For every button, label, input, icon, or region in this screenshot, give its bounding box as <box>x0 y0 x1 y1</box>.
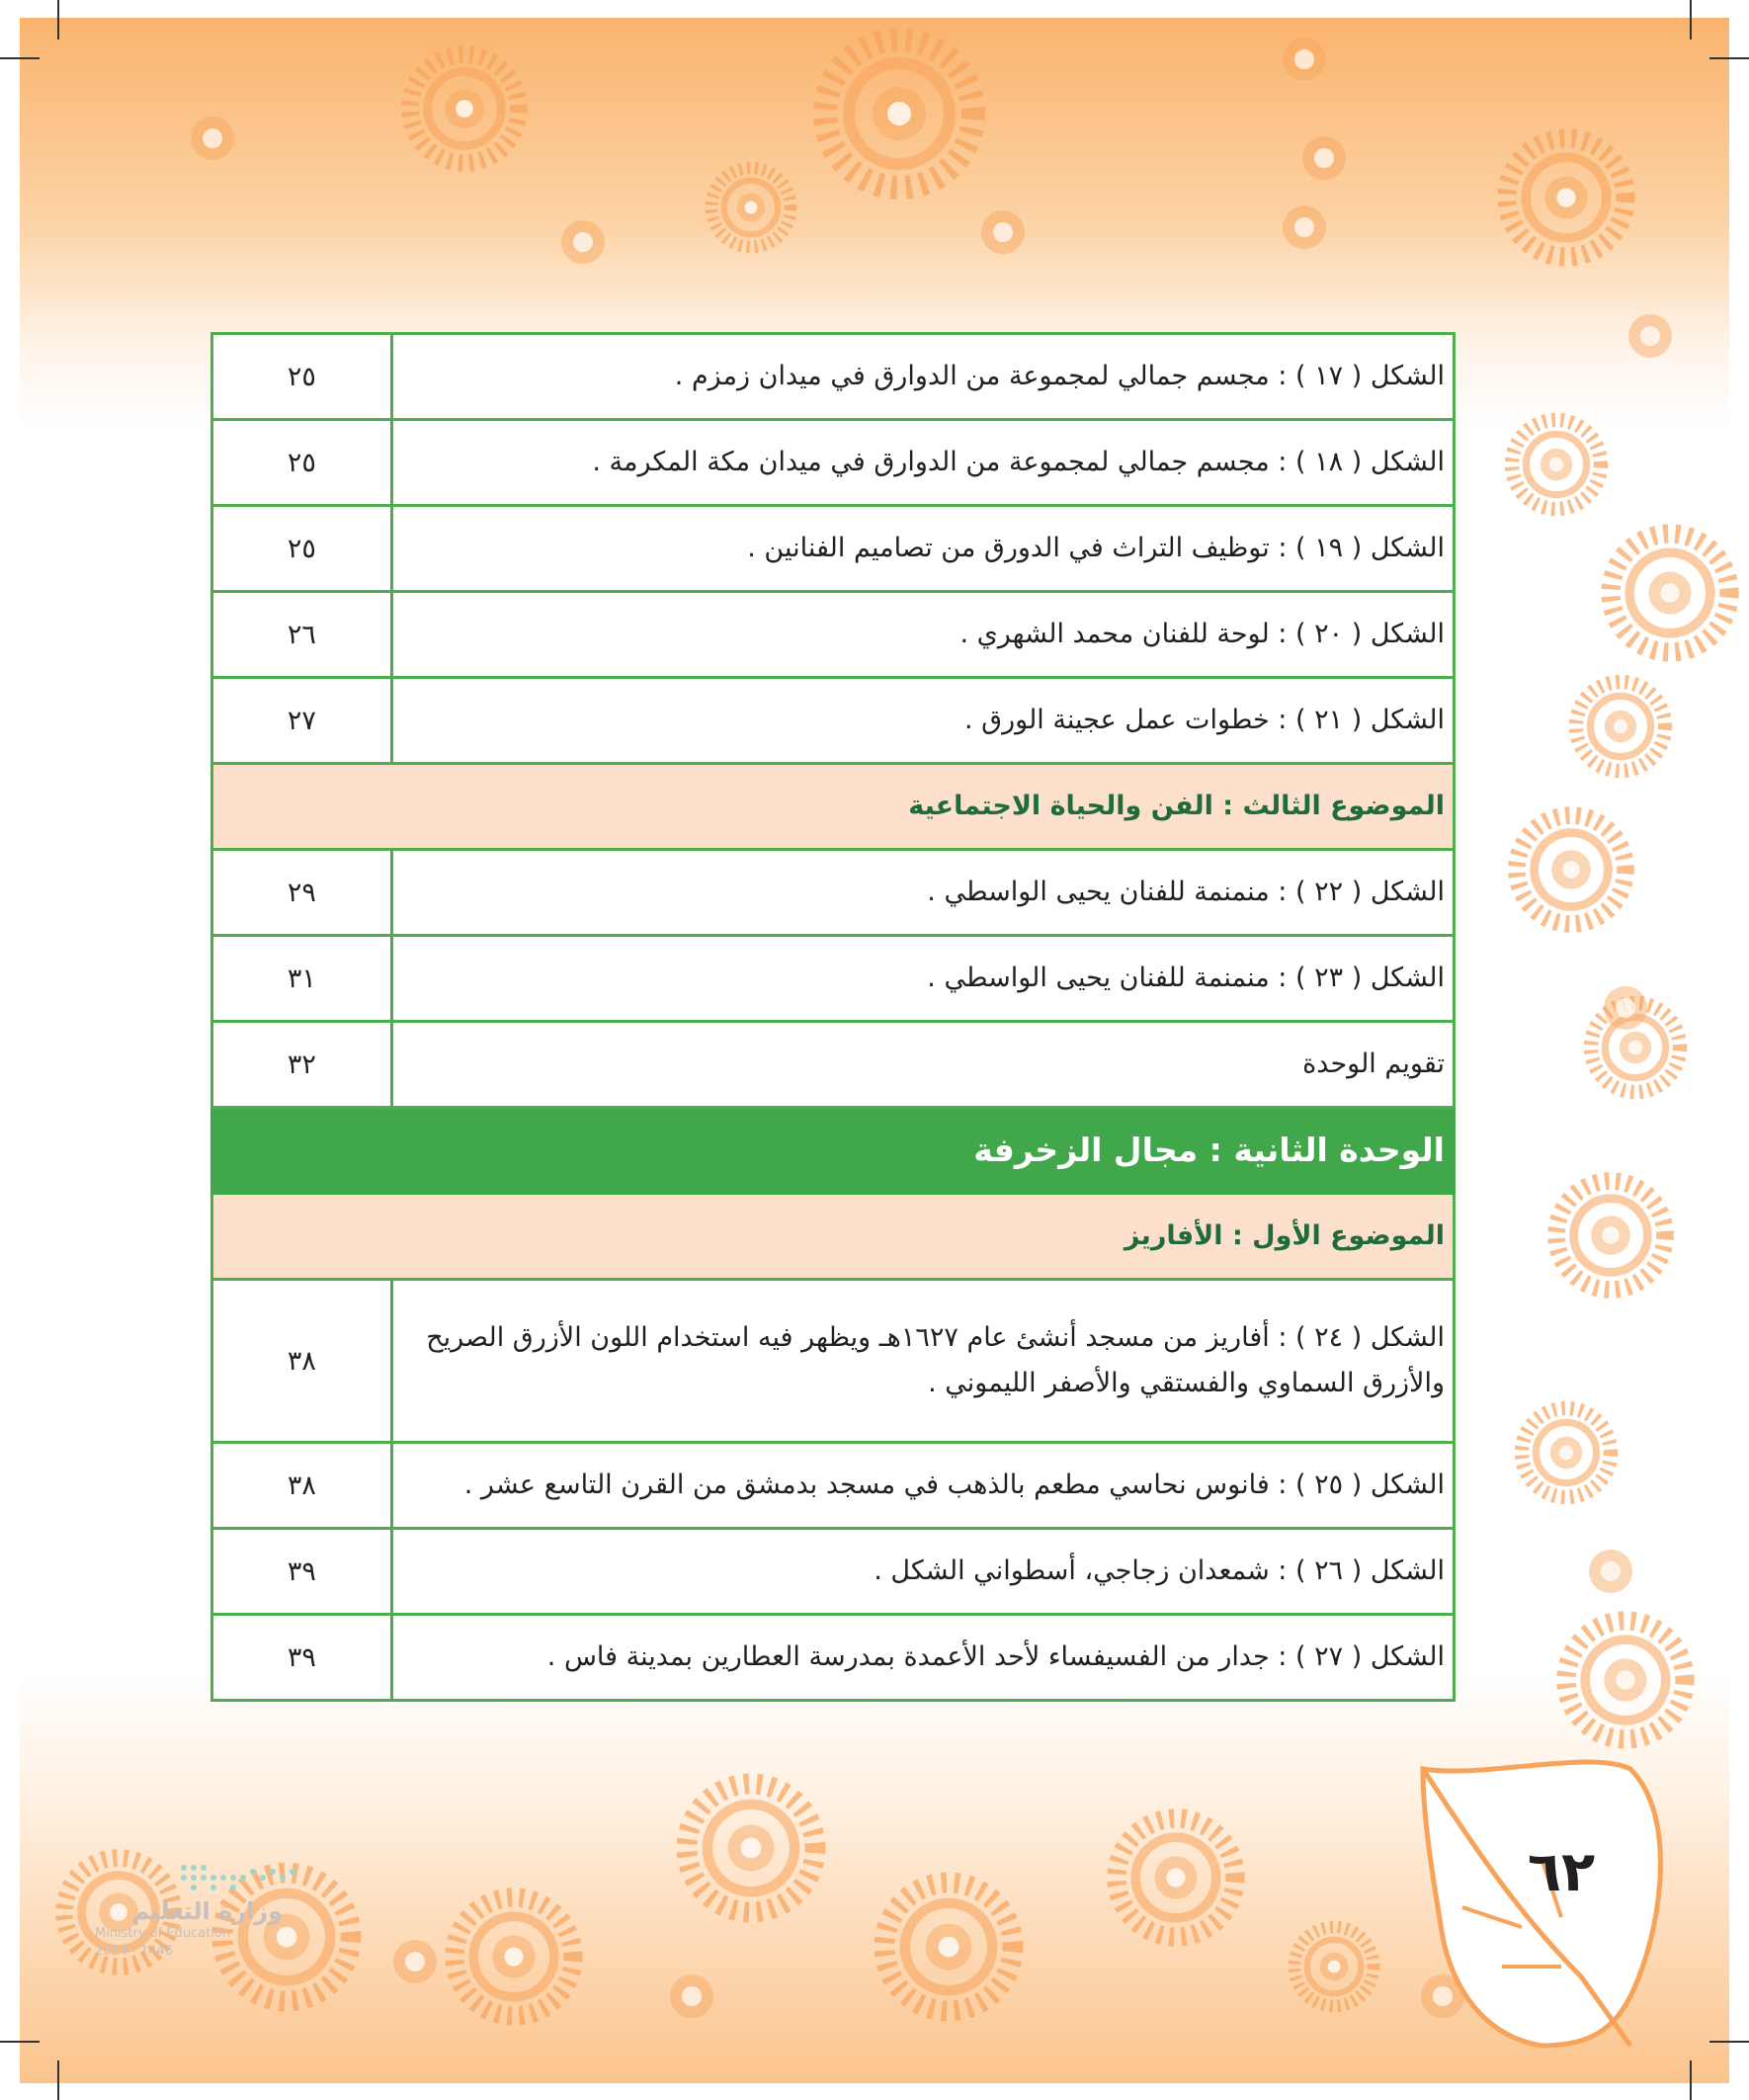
figure-caption: الشكل ( ٢٣ ) : منمنمة للفنان يحيى الواسطي . <box>391 936 1454 1022</box>
page-number: ٣٨ <box>212 1280 392 1443</box>
table-row <box>212 1443 1455 1529</box>
table-row <box>212 420 1455 506</box>
figure-caption: الشكل ( ١٧ ) : مجسم جمالي لمجموعة من الدوارق في ميدان زمزم . <box>391 334 1454 420</box>
table-row <box>212 334 1455 420</box>
page-folio: ٦٢ <box>1527 1840 1596 1904</box>
page-number: ٣١ <box>212 936 392 1022</box>
page-number: ٣٩ <box>212 1529 392 1615</box>
unit-assessment: تقويم الوحدة <box>391 1022 1454 1108</box>
topic-heading: الموضوع الأول : الأفاريز <box>212 1194 1455 1280</box>
figure-caption: الشكل ( ١٩ ) : توظيف التراث في الدورق من تصاميم الفنانين . <box>391 506 1454 592</box>
table-row <box>212 1022 1455 1108</box>
ministry-name-en: Ministry of Education <box>95 1926 231 1941</box>
figure-caption: الشكل ( ٢٧ ) : جدار من الفسيفساء لأحد الأعمدة بمدرسة العطارين بمدينة فاس . <box>391 1615 1454 1701</box>
figure-caption: الشكل ( ١٨ ) : مجسم جمالي لمجموعة من الدوارق في ميدان مكة المكرمة . <box>391 420 1454 506</box>
page-number: ٣٢ <box>212 1022 392 1108</box>
ministry-logo-icon <box>174 1858 322 1897</box>
figure-caption: الشكل ( ٢٦ ) : شمعدان زجاجي، أسطواني الشكل . <box>391 1529 1454 1615</box>
table-row <box>212 592 1455 678</box>
unit-heading-row <box>212 1108 1455 1194</box>
table-row <box>212 678 1455 764</box>
topic-heading-row <box>212 764 1455 850</box>
contents-table <box>210 332 1456 1702</box>
figure-caption: الشكل ( ٢٥ ) : فانوس نحاسي مطعم بالذهب في مسجد بدمشق من القرن التاسع عشر . <box>391 1443 1454 1529</box>
ministry-name-ar: وزارة التعليم <box>131 1897 283 1925</box>
table-row <box>212 1280 1455 1443</box>
topic-heading-row <box>212 1194 1455 1280</box>
topic-heading: الموضوع الثالث : الفن والحياة الاجتماعية <box>212 764 1455 850</box>
table-row <box>212 936 1455 1022</box>
page-number: ٢٥ <box>212 506 392 592</box>
table-row <box>212 1615 1455 1701</box>
page-number: ٢٦ <box>212 592 392 678</box>
figure-caption: الشكل ( ٢٢ ) : منمنمة للفنان يحيى الواسطي . <box>391 850 1454 936</box>
page-number: ٢٥ <box>212 334 392 420</box>
figure-caption: الشكل ( ٢٤ ) : أفاريز من مسجد أنشئ عام ١٦٢٧هـ ويظهر فيه استخدام اللون الأزرق الصريح والأزرق السماوي والفستقي والأصفر الليموني . <box>391 1280 1454 1443</box>
figure-caption: الشكل ( ٢١ ) : خطوات عمل عجينة الورق . <box>391 678 1454 764</box>
table-row <box>212 506 1455 592</box>
unit-heading: الوحدة الثانية : مجال الزخرفة <box>212 1108 1455 1194</box>
page-number: ٢٧ <box>212 678 392 764</box>
page-number: ٣٨ <box>212 1443 392 1529</box>
ministry-year: 2024 - 1446 <box>95 1944 174 1959</box>
ministry-logo <box>95 1897 283 1961</box>
figure-caption: الشكل ( ٢٠ ) : لوحة للفنان محمد الشهري . <box>391 592 1454 678</box>
table-row <box>212 850 1455 936</box>
page-number: ٢٥ <box>212 420 392 506</box>
page-number: ٢٩ <box>212 850 392 936</box>
table-row <box>212 1529 1455 1615</box>
page-number: ٣٩ <box>212 1615 392 1701</box>
